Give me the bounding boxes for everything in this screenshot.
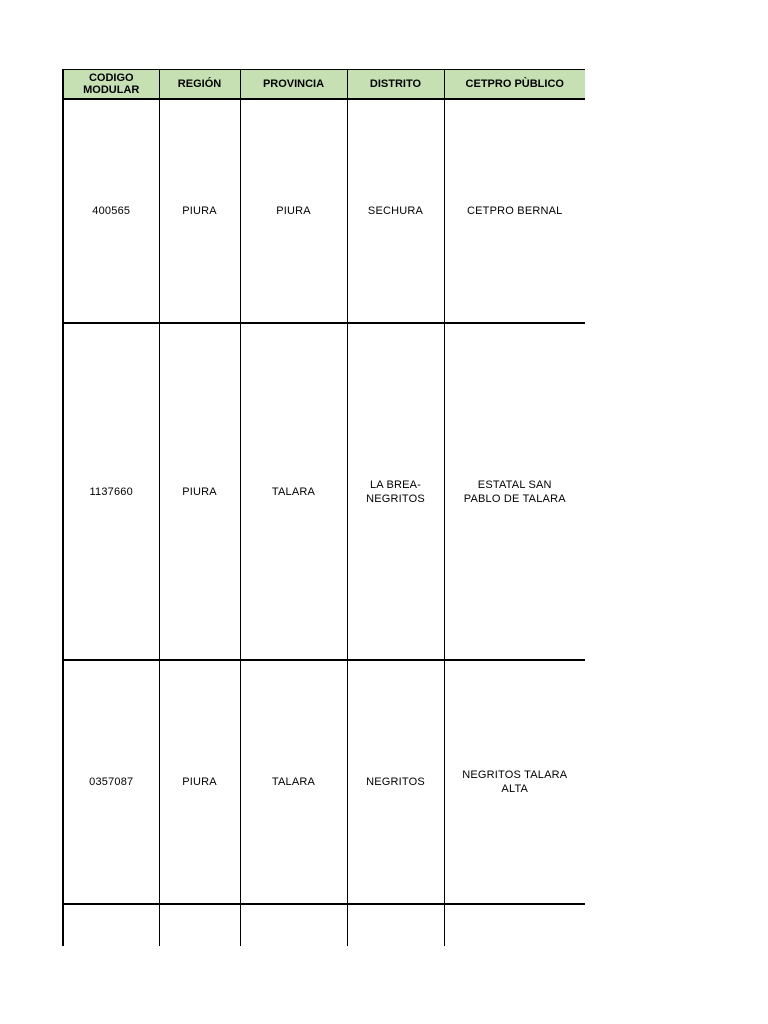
cell-provincia: TALARA xyxy=(240,660,347,904)
cell-codigo-modular xyxy=(63,904,159,946)
header-codigo-modular: CODIGO MODULAR xyxy=(63,70,159,100)
cell-cetpro-publico: CETPRO BERNAL xyxy=(444,99,585,323)
table-row xyxy=(63,323,585,660)
cell-region xyxy=(159,904,240,946)
header-distrito: DISTRITO xyxy=(347,70,444,100)
cell-cetpro-publico xyxy=(444,904,585,946)
table-row xyxy=(63,99,585,323)
header-region: REGIÓN xyxy=(159,70,240,100)
cell-provincia: TALARA xyxy=(240,323,347,660)
cell-region: PIURA xyxy=(159,660,240,904)
cell-distrito: NEGRITOS xyxy=(347,660,444,904)
cell-cetpro-publico: NEGRITOS TALARA ALTA xyxy=(444,660,585,904)
cell-codigo-modular: 1137660 xyxy=(63,323,159,660)
cetpro-table xyxy=(62,69,585,946)
cell-codigo-modular: 400565 xyxy=(63,99,159,323)
header-provincia: PROVINCIA xyxy=(240,70,347,100)
table-row xyxy=(63,660,585,904)
cell-distrito: SECHURA xyxy=(347,99,444,323)
cell-distrito xyxy=(347,904,444,946)
spreadsheet-page xyxy=(62,69,585,946)
table-row xyxy=(63,904,585,946)
cell-cetpro-publico: ESTATAL SAN PABLO DE TALARA xyxy=(444,323,585,660)
cell-region: PIURA xyxy=(159,99,240,323)
header-row xyxy=(63,70,585,100)
cell-region: PIURA xyxy=(159,323,240,660)
header-cetpro-publico: CETPRO PÙBLICO xyxy=(444,70,585,100)
cell-provincia: PIURA xyxy=(240,99,347,323)
cell-provincia xyxy=(240,904,347,946)
cell-codigo-modular: 0357087 xyxy=(63,660,159,904)
cell-distrito: LA BREA- NEGRITOS xyxy=(347,323,444,660)
